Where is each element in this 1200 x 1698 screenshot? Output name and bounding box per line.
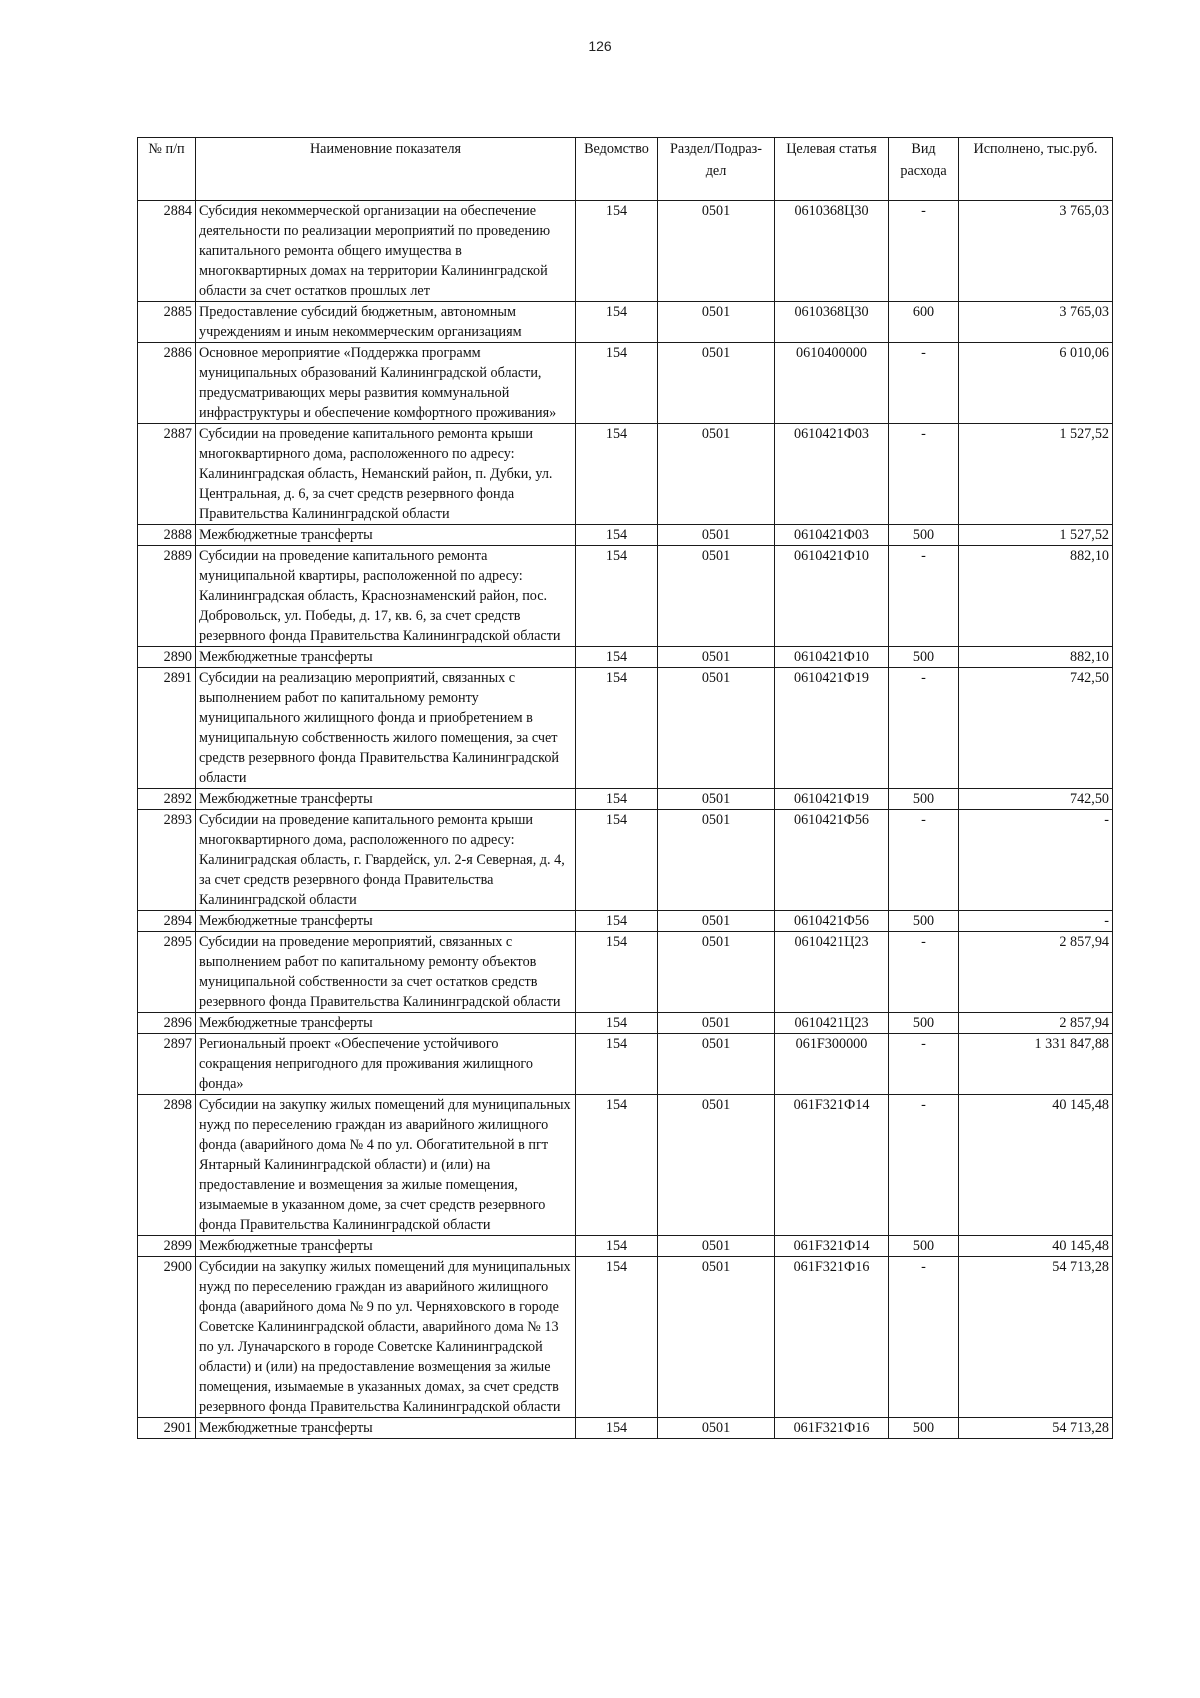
table-row <box>138 668 1113 789</box>
row-number-cell: 2886 <box>138 343 196 424</box>
executed-amount-cell: 54 713,28 <box>959 1418 1113 1439</box>
indicator-name-cell: Субсидии на проведение мероприятий, связанных с выполнением работ по капитальному ремонту объектов муниципальной собственности за счет остатков средств резервного фонда Правительства Калининградской области <box>196 932 576 1013</box>
table-row <box>138 810 1113 911</box>
expense-kind-cell: - <box>889 424 959 525</box>
target-article-cell: 0610421Ф10 <box>775 647 889 668</box>
department-cell: 154 <box>576 201 658 302</box>
target-article-cell: 061F321Ф14 <box>775 1236 889 1257</box>
section-cell: 0501 <box>658 201 775 302</box>
department-cell: 154 <box>576 1236 658 1257</box>
table-row <box>138 1034 1113 1095</box>
expense-kind-cell: - <box>889 343 959 424</box>
expense-kind-cell: 500 <box>889 1418 959 1439</box>
expense-kind-cell: 500 <box>889 525 959 546</box>
indicator-name-cell: Региональный проект «Обеспечение устойчивого сокращения непригодного для проживания жилищного фонда» <box>196 1034 576 1095</box>
department-cell: 154 <box>576 647 658 668</box>
section-cell: 0501 <box>658 343 775 424</box>
target-article-cell: 0610421Ф03 <box>775 424 889 525</box>
row-number-cell: 2893 <box>138 810 196 911</box>
row-number-cell: 2894 <box>138 911 196 932</box>
indicator-name-cell: Субсидии на проведение капитального ремонта муниципальной квартиры, расположенной по адресу: Калининградская область, Краснознаменский район, пос. Добровольск, ул. Победы, д. 17, кв. 6, за счет средств резервного фонда Правительства Калининградской области <box>196 546 576 647</box>
target-article-cell: 0610421Ф19 <box>775 668 889 789</box>
department-cell: 154 <box>576 1418 658 1439</box>
department-cell: 154 <box>576 343 658 424</box>
target-article-cell: 0610421Ф56 <box>775 810 889 911</box>
table-row <box>138 1257 1113 1418</box>
table-row <box>138 302 1113 343</box>
row-number-cell: 2892 <box>138 789 196 810</box>
department-cell: 154 <box>576 932 658 1013</box>
section-cell: 0501 <box>658 1013 775 1034</box>
header-indicator-name: Наименовние показателя <box>196 138 576 201</box>
budget-execution-table <box>137 137 1113 1439</box>
expense-kind-cell: 500 <box>889 647 959 668</box>
executed-amount-cell: 2 857,94 <box>959 1013 1113 1034</box>
indicator-name-cell: Межбюджетные трансферты <box>196 525 576 546</box>
indicator-name-cell: Субсидия некоммерческой организации на обеспечение деятельности по реализации мероприятий по проведению капитального ремонта общего имущества в многоквартирных домах на территории Калининградской области за счет остатков прошлых лет <box>196 201 576 302</box>
row-number-cell: 2890 <box>138 647 196 668</box>
table-row <box>138 525 1113 546</box>
indicator-name-cell: Основное мероприятие «Поддержка программ муниципальных образований Калининградской области, предусматривающих меры развития коммунальной инфраструктуры и обеспечение комфортного проживания» <box>196 343 576 424</box>
target-article-cell: 061F321Ф16 <box>775 1418 889 1439</box>
target-article-cell: 0610368Ц30 <box>775 201 889 302</box>
table-row <box>138 932 1113 1013</box>
target-article-cell: 0610421Ф03 <box>775 525 889 546</box>
row-number-cell: 2887 <box>138 424 196 525</box>
table-row <box>138 789 1113 810</box>
target-article-cell: 0610421Ц23 <box>775 932 889 1013</box>
section-cell: 0501 <box>658 789 775 810</box>
table-row <box>138 647 1113 668</box>
table-body <box>138 201 1113 1439</box>
indicator-name-cell: Предоставление субсидий бюджетным, автономным учреждениям и иным некоммерческим организациям <box>196 302 576 343</box>
department-cell: 154 <box>576 525 658 546</box>
executed-amount-cell: 6 010,06 <box>959 343 1113 424</box>
indicator-name-cell: Межбюджетные трансферты <box>196 1236 576 1257</box>
header-department: Ведомство <box>576 138 658 201</box>
expense-kind-cell: - <box>889 810 959 911</box>
target-article-cell: 0610368Ц30 <box>775 302 889 343</box>
header-section: Раздел/Подраз-дел <box>658 138 775 201</box>
executed-amount-cell: 3 765,03 <box>959 302 1113 343</box>
row-number-cell: 2891 <box>138 668 196 789</box>
table-row <box>138 201 1113 302</box>
target-article-cell: 061F321Ф14 <box>775 1095 889 1236</box>
indicator-name-cell: Субсидии на проведение капитального ремонта крыши многоквартирного дома, расположенного по адресу: Калининградская область, Неманский район, п. Дубки, ул. Центральная, д. 6, за счет средств резервного фонда Правительства Калининградской области <box>196 424 576 525</box>
department-cell: 154 <box>576 1034 658 1095</box>
table-row <box>138 911 1113 932</box>
expense-kind-cell: - <box>889 1095 959 1236</box>
section-cell: 0501 <box>658 1257 775 1418</box>
row-number-cell: 2885 <box>138 302 196 343</box>
expense-kind-cell: 500 <box>889 789 959 810</box>
page-number: 126 <box>588 38 612 54</box>
row-number-cell: 2895 <box>138 932 196 1013</box>
section-cell: 0501 <box>658 1418 775 1439</box>
section-cell: 0501 <box>658 546 775 647</box>
section-cell: 0501 <box>658 1034 775 1095</box>
section-cell: 0501 <box>658 424 775 525</box>
target-article-cell: 0610421Ф10 <box>775 546 889 647</box>
executed-amount-cell: 742,50 <box>959 668 1113 789</box>
target-article-cell: 0610421Ф56 <box>775 911 889 932</box>
row-number-cell: 2888 <box>138 525 196 546</box>
expense-kind-cell: 600 <box>889 302 959 343</box>
department-cell: 154 <box>576 302 658 343</box>
table-row <box>138 1013 1113 1034</box>
section-cell: 0501 <box>658 810 775 911</box>
department-cell: 154 <box>576 668 658 789</box>
executed-amount-cell: - <box>959 810 1113 911</box>
row-number-cell: 2898 <box>138 1095 196 1236</box>
header-expense-kind: Вид расхода <box>889 138 959 201</box>
executed-amount-cell: - <box>959 911 1113 932</box>
section-cell: 0501 <box>658 302 775 343</box>
table-row <box>138 343 1113 424</box>
executed-amount-cell: 1 331 847,88 <box>959 1034 1113 1095</box>
row-number-cell: 2884 <box>138 201 196 302</box>
department-cell: 154 <box>576 911 658 932</box>
expense-kind-cell: - <box>889 201 959 302</box>
target-article-cell: 0610400000 <box>775 343 889 424</box>
department-cell: 154 <box>576 789 658 810</box>
row-number-cell: 2899 <box>138 1236 196 1257</box>
executed-amount-cell: 1 527,52 <box>959 525 1113 546</box>
department-cell: 154 <box>576 1257 658 1418</box>
indicator-name-cell: Субсидии на реализацию мероприятий, связанных с выполнением работ по капитальному ремонту муниципального жилищного фонда и приобретением в муниципальную собственность жилого помещения, за счет средств резервного фонда Правительства Калининградской области <box>196 668 576 789</box>
executed-amount-cell: 2 857,94 <box>959 932 1113 1013</box>
department-cell: 154 <box>576 546 658 647</box>
header-row-number: № п/п <box>138 138 196 201</box>
header-executed-amount: Исполнено, тыс.руб. <box>959 138 1113 201</box>
executed-amount-cell: 3 765,03 <box>959 201 1113 302</box>
executed-amount-cell: 882,10 <box>959 647 1113 668</box>
section-cell: 0501 <box>658 932 775 1013</box>
executed-amount-cell: 40 145,48 <box>959 1095 1113 1236</box>
expense-kind-cell: - <box>889 1257 959 1418</box>
table-row <box>138 1236 1113 1257</box>
expense-kind-cell: 500 <box>889 911 959 932</box>
table-row <box>138 1095 1113 1236</box>
target-article-cell: 061F321Ф16 <box>775 1257 889 1418</box>
row-number-cell: 2900 <box>138 1257 196 1418</box>
department-cell: 154 <box>576 810 658 911</box>
target-article-cell: 0610421Ф19 <box>775 789 889 810</box>
department-cell: 154 <box>576 1013 658 1034</box>
table-row <box>138 424 1113 525</box>
row-number-cell: 2897 <box>138 1034 196 1095</box>
section-cell: 0501 <box>658 668 775 789</box>
table-row <box>138 1418 1113 1439</box>
executed-amount-cell: 742,50 <box>959 789 1113 810</box>
section-cell: 0501 <box>658 525 775 546</box>
expense-kind-cell: 500 <box>889 1013 959 1034</box>
section-cell: 0501 <box>658 1095 775 1236</box>
expense-kind-cell: 500 <box>889 1236 959 1257</box>
executed-amount-cell: 40 145,48 <box>959 1236 1113 1257</box>
header-target-article: Целевая статья <box>775 138 889 201</box>
indicator-name-cell: Межбюджетные трансферты <box>196 1013 576 1034</box>
row-number-cell: 2901 <box>138 1418 196 1439</box>
indicator-name-cell: Межбюджетные трансферты <box>196 1418 576 1439</box>
section-cell: 0501 <box>658 647 775 668</box>
target-article-cell: 0610421Ц23 <box>775 1013 889 1034</box>
row-number-cell: 2896 <box>138 1013 196 1034</box>
section-cell: 0501 <box>658 911 775 932</box>
row-number-cell: 2889 <box>138 546 196 647</box>
indicator-name-cell: Межбюджетные трансферты <box>196 647 576 668</box>
expense-kind-cell: - <box>889 668 959 789</box>
table-header-row <box>138 138 1113 201</box>
indicator-name-cell: Межбюджетные трансферты <box>196 789 576 810</box>
section-cell: 0501 <box>658 1236 775 1257</box>
department-cell: 154 <box>576 424 658 525</box>
indicator-name-cell: Субсидии на закупку жилых помещений для муниципальных нужд по переселению граждан из аварийного жилищного фонда (аварийного дома № 4 по ул. Обогатительной в пгт Янтарный Калининградской области) и (или) на предоставление и возмещения за жилые помещения, изымаемые в указанном доме, за счет средств резервного фонда Правительства Калининградской области <box>196 1095 576 1236</box>
expense-kind-cell: - <box>889 1034 959 1095</box>
indicator-name-cell: Субсидии на закупку жилых помещений для муниципальных нужд по переселению граждан из аварийного жилищного фонда (аварийного дома № 9 по ул. Черняховского в городе Советске Калининградской области, аварийного дома № 13 по ул. Луначарского в городе Советске Калининградской области) и (или) на предоставление возмещения за жилые помещения, изымаемые в указанных домах, за счет средств резервного фонда Правительства Калининградской области <box>196 1257 576 1418</box>
expense-kind-cell: - <box>889 932 959 1013</box>
indicator-name-cell: Межбюджетные трансферты <box>196 911 576 932</box>
indicator-name-cell: Субсидии на проведение капитального ремонта крыши многоквартирного дома, расположенного по адресу: Калиниградская область, г. Гвардейск, ул. 2-я Северная, д. 4, за счет средств резервного фонда Правительства Калининградской области <box>196 810 576 911</box>
executed-amount-cell: 54 713,28 <box>959 1257 1113 1418</box>
executed-amount-cell: 882,10 <box>959 546 1113 647</box>
executed-amount-cell: 1 527,52 <box>959 424 1113 525</box>
department-cell: 154 <box>576 1095 658 1236</box>
expense-kind-cell: - <box>889 546 959 647</box>
target-article-cell: 061F300000 <box>775 1034 889 1095</box>
table-row <box>138 546 1113 647</box>
